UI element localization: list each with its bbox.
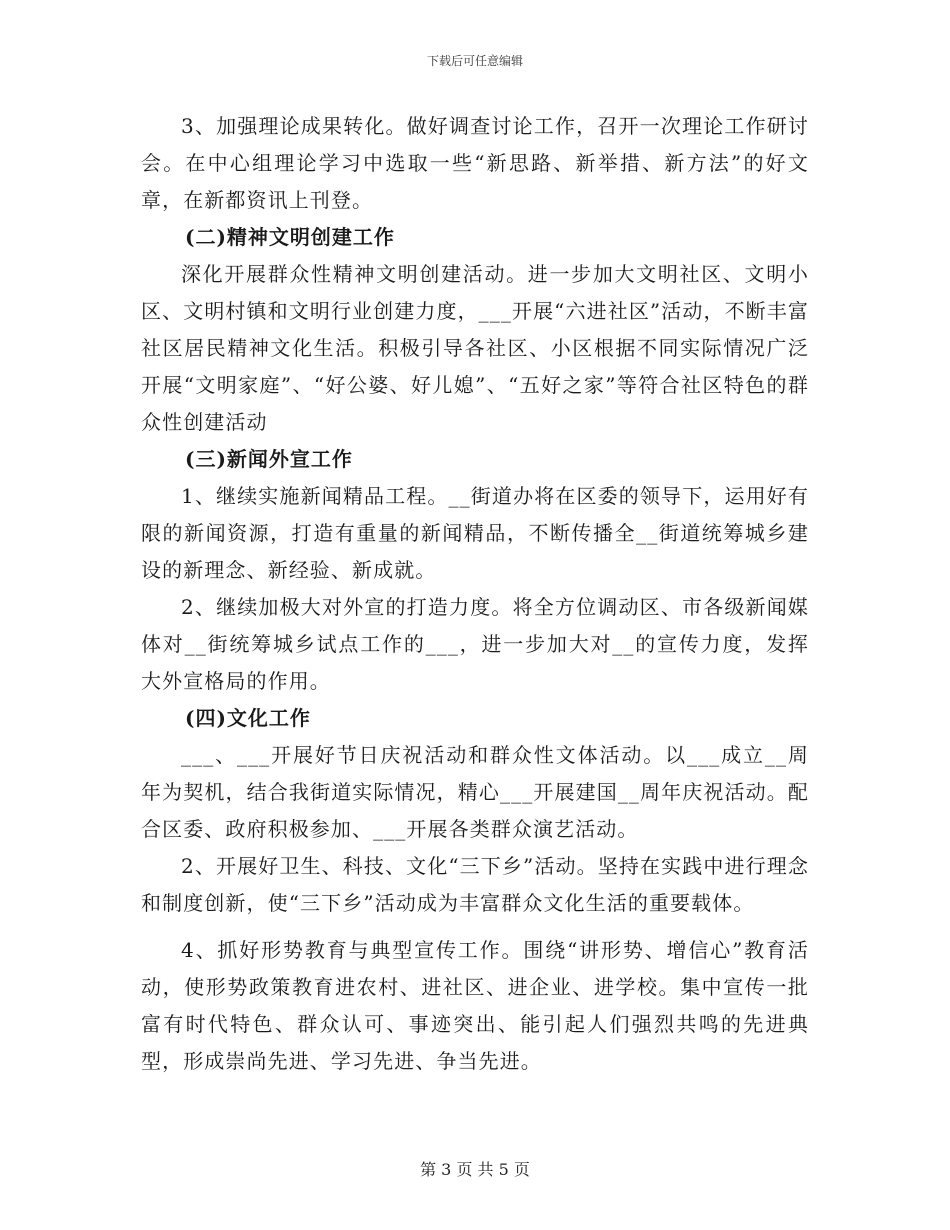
paragraph-external-publicity: 2、继续加极大对外宣的打造力度。将全方位调动区、市各级新闻媒体对__街统筹城乡试点工作的___，进一步加大对__的宣传力度，发挥大外宣格局的作用。 — [141, 595, 809, 693]
paragraph-situation-education: 4、抓好形势教育与典型宣传工作。围绕“讲形势、增信心”教育活动，使形势政策教育进农村、进社区、进企业、进学校。集中宣传一批富有时代特色、群众认可、事迹突出、能引起人们强烈共鸣的先进典型，形成崇尚先进、学习先进、争当先进。 — [141, 938, 809, 1073]
section-heading-culture: (四)文化工作 — [185, 706, 311, 730]
document-body — [141, 108, 809, 1080]
paragraph-civilization-creation: 深化开展群众性精神文明创建活动。进一步加大文明社区、文明小区、文明村镇和文明行业创建力度，___开展“六进社区”活动，不断丰富社区居民精神文化生活。积极引导各社区、小区根据不同实际情况广泛开展“文明家庭”、“好公婆、好儿媳”、“五好之家”等符合社区特色的群众性创建活动 — [141, 262, 809, 434]
page-header: 下载后可任意编辑 — [426, 54, 523, 68]
section-heading-spiritual-civilization: (二)精神文明创建工作 — [185, 225, 395, 249]
page-number: 第 3 页 共 5 页 — [420, 1160, 530, 1179]
section-heading-news-publicity: (三)新闻外宣工作 — [185, 447, 353, 471]
paragraph-festival-activities: ___、___开展好节日庆祝活动和群众性文体活动。以___成立__周年为契机，结合我街道实际情况，精心___开展建国__周年庆祝活动。配合区委、政府积极参加、___开展各类群众演艺活动。 — [141, 743, 809, 841]
paragraph-gap — [141, 922, 809, 932]
paragraph-news-quality: 1、继续实施新闻精品工程。__街道办将在区委的领导下，运用好有限的新闻资源，打造有重量的新闻精品，不断传播全__街道统筹城乡建设的新理念、新经验、新成就。 — [141, 484, 809, 582]
paragraph-theory-conversion: 3、加强理论成果转化。做好调查讨论工作，召开一次理论工作研讨会。在中心组理论学习中选取一些“新思路、新举措、新方法”的好文章，在新都资讯上刊登。 — [141, 114, 809, 212]
paragraph-three-to-countryside: 2、开展好卫生、科技、文化“三下乡”活动。坚持在实践中进行理念和制度创新，使“三下乡”活动成为丰富群众文化生活的重要载体。 — [141, 854, 809, 915]
